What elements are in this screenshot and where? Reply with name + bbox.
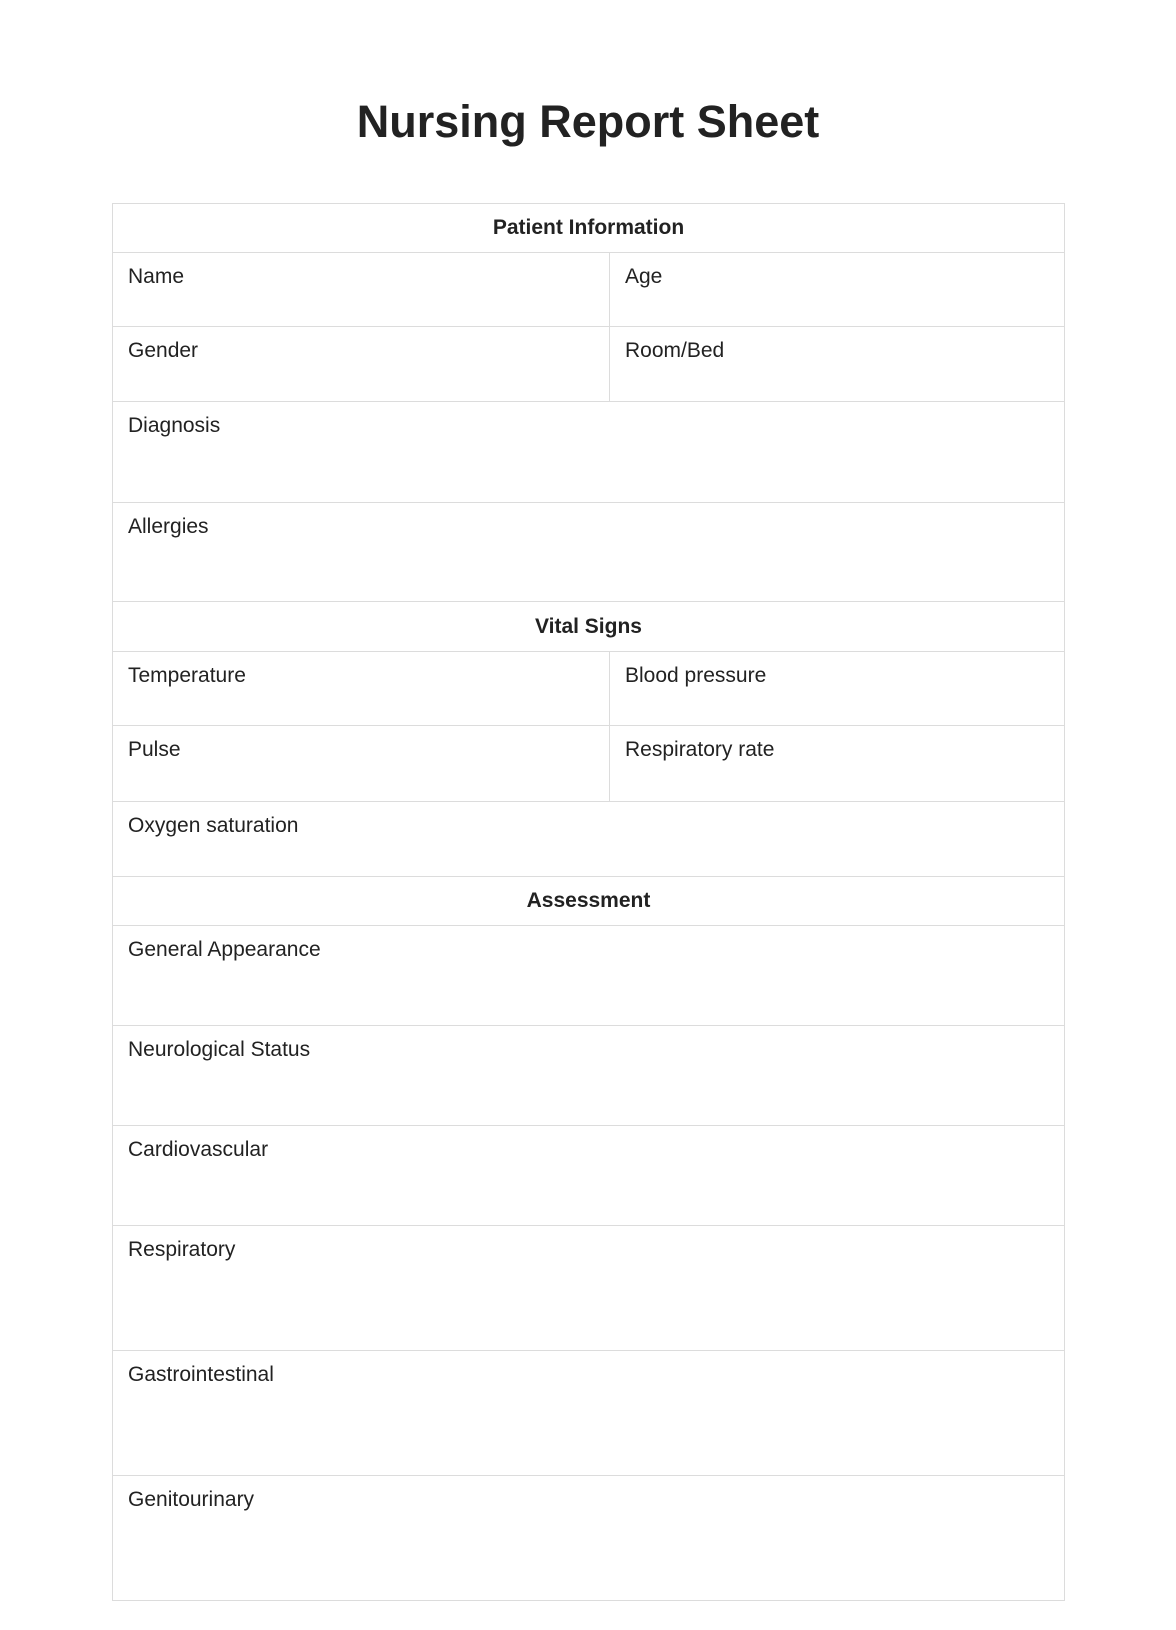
field-respiratory[interactable]: Respiratory bbox=[113, 1226, 1065, 1351]
field-pulse[interactable]: Pulse bbox=[113, 726, 610, 802]
field-allergies[interactable]: Allergies bbox=[113, 503, 1065, 602]
page-title: Nursing Report Sheet bbox=[356, 96, 820, 147]
field-oxygen-saturation[interactable]: Oxygen saturation bbox=[113, 802, 1065, 877]
field-cardiovascular[interactable]: Cardiovascular bbox=[113, 1126, 1065, 1226]
field-genitourinary[interactable]: Genitourinary bbox=[113, 1476, 1065, 1601]
field-gender[interactable]: Gender bbox=[113, 327, 610, 402]
field-blood-pressure[interactable]: Blood pressure bbox=[610, 652, 1065, 726]
report-table bbox=[112, 203, 1065, 1601]
section-heading-vital-signs: Vital Signs bbox=[113, 602, 1065, 652]
section-heading-assessment: Assessment bbox=[113, 877, 1065, 926]
field-diagnosis[interactable]: Diagnosis bbox=[113, 402, 1065, 503]
field-neurological-status[interactable]: Neurological Status bbox=[113, 1026, 1065, 1126]
section-heading-patient-information: Patient Information bbox=[113, 204, 1065, 253]
field-respiratory-rate[interactable]: Respiratory rate bbox=[610, 726, 1065, 802]
field-temperature[interactable]: Temperature bbox=[113, 652, 610, 726]
field-name[interactable]: Name bbox=[113, 253, 610, 327]
field-age[interactable]: Age bbox=[610, 253, 1065, 327]
field-room-bed[interactable]: Room/Bed bbox=[610, 327, 1065, 402]
field-general-appearance[interactable]: General Appearance bbox=[113, 926, 1065, 1026]
field-gastrointestinal[interactable]: Gastrointestinal bbox=[113, 1351, 1065, 1476]
